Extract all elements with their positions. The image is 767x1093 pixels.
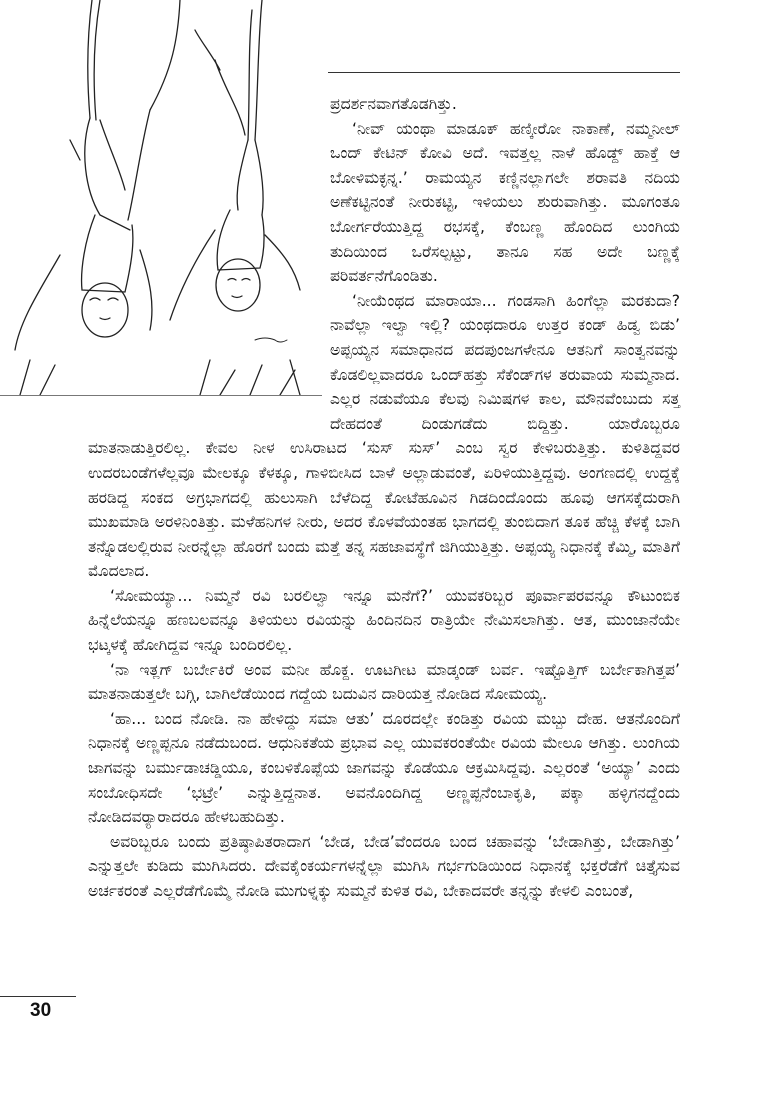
- paragraph: ‘ಹಾ... ಬಂದ ನೋಡಿ. ನಾ ಹೇಳಿದ್ದು ಸಮಾ ಆತು’ ದೂರದಲ್ಲೇ ಕಂಡಿತ್ತು ರವಿಯ ಮಬ್ಬು ದೇಹ. ಆತನೊಂದಿಗೆ ನಿಧಾನಕ್ಕೆ ಅಣ್ಣಪ್ಪನೂ ನಡೆದುಬಂದ. ಆಧುನಿಕತೆಯ ಪ್ರಭಾವ ಎಲ್ಲ ಯುವಕರಂತೆಯೇ ರವಿಯ ಮೇಲೂ ಆಗಿತ್ತು. ಲುಂಗಿಯ ಜಾಗವನ್ನು ಬರ್ಮುಡಾಚಡ್ಡಿಯೂ, ಕಂಬಳಿಕೊಪ್ಪೆಯ ಜಾಗವನ್ನು ಕೊಡೆಯೂ ಆಕ್ರಮಿಸಿದ್ದವು. ಎಲ್ಲರಂತೆ ‘ಅಯ್ಯಾ’ ಎಂದು ಸಂಬೋಧಿಸದೇ ‘ಭಟ್ರೇ’ ಎನ್ನುತ್ತಿದ್ದನಾತ. ಅವನೊಂದಿಗಿದ್ದ ಅಣ್ಣಪ್ಪನೆಂಬಾಕೃತಿ, ಪಕ್ಕಾ ಹಳ್ಳಿಗನದ್ದೆಂದು ನೋಡಿದವರ್‍ಯಾರಾದರೂ ಹೇಳಬಹುದಿತ್ತು.: [88, 709, 680, 827]
- body-text: [88, 92, 680, 904]
- paragraph: ‘ಸೋಮಯ್ಯಾ... ನಿಮ್ಮನೆ ರವಿ ಬರಲಿಲ್ವಾ ಇನ್ನೂ ಮನೆಗೆ?’ ಯುವಕರಿಬ್ಬರ ಪೂರ್ವಾಪರವನ್ನೂ ಕೌಟುಂಬಿಕ ಹಿನ್ನೆಲೆಯನ್ನೂ ಹಣಬಲವನ್ನೂ ತಿಳಿಯಲು ರವಿಯನ್ನು ಹಿಂದಿನದಿನ ರಾತ್ರಿಯೇ ನೇಮಿಸಲಾಗಿತ್ತು. ಆತ, ಮುಂಜಾನೆಯೇ ಭಟ್ಕಳಕ್ಕೆ ಹೋಗಿದ್ದವ ಇನ್ನೂ ಬಂದಿರಲಿಲ್ಲ.: [88, 586, 680, 655]
- paragraph: ‘ನೀವ್ ಯಂಥಾ ಮಾಡೂಕ್ ಹಣ್ಕೀರೋ ನಾಕಾಣೆ, ನಮ್ಮನೀಲ್ ಒಂದ್ ಕೇಟಿನ್ ಕೋವಿ ಅದೆ. ಇವತ್ತಲ್ಲ ನಾಳೆ ಹೊಡ್ದ್ ಹಾಕ್ತೆ ಆ ಬೋಳಿಮಕ್ಳನ್ನ.’ ರಾಮಯ್ಯನ ಕಣ್ಣಿನಲ್ಲಾಗಲೇ ಶರಾವತಿ ನದಿಯ ಅಣೆಕಟ್ಟಿನಂತೆ ನೀರುಕಟ್ಟಿ, ಇಳಿಯಲು ಶುರುವಾಗಿತ್ತು. ಮೂಗಂತೂ ಬೋರ್ಗರೆಯುತ್ತಿದ್ದ ರಭಸಕ್ಕೆ, ಕೆಂಬಣ್ಣ ಹೊಂದಿದ ಲುಂಗಿಯ ತುದಿಯಿಂದ ಒರೆಸಲ್ಪಟ್ಟು, ತಾನೂ ಸಹ ಅದೇ ಬಣ್ಣಕ್ಕೆ ಪರಿವರ್ತನೆಗೊಂಡಿತು.: [330, 119, 680, 286]
- paragraph: ‘ನಾ ಇತ್ಲಗ್ ಬರ್ಬೇಕಿರೆ ಅಂವ ಮನೀ ಹೊಕ್ದ. ಊಟಗೀಟ ಮಾಡ್ಕಂಡ್ ಬರ್ವ. ಇಷ್ಟೊತ್ತಿಗ್ ಬರ್ಬೇಕಾಗಿತ್ತಪ’ ಮಾತನಾಡುತ್ತಲೇ ಬಗ್ಗಿ, ಬಾಗಿಲೆಡೆಯಿಂದ ಗದ್ದೆಯ ಬದುವಿನ ದಾರಿಯತ್ತ ನೋಡಿದ ಸೋಮಯ್ಯ.: [88, 660, 680, 704]
- paragraph: ‘ನೀಯೆಂಥದ ಮಾರಾಯಾ... ಗಂಡಸಾಗಿ ಹಿಂಗೆಲ್ಲಾ ಮರಕುದಾ? ನಾವೆಲ್ಲಾ ಇಲ್ವಾ ಇಲ್ಲಿ? ಯಂಥದಾರೂ ಉತ್ತರ ಕಂಡ್ ಹಿಡ್ವ ಬಿಡು’ ಅಪ್ಪಯ್ಯನ ಸಮಾಧಾನದ ಪದಪುಂಜಗಳೇನೂ ಆತನಿಗೆ ಸಾಂತ್ವನವನ್ನು ಕೊಡಲಿಲ್ಲವಾದರೂ ಒಂದ್‌ಹತ್ತು ಸೆಕೆಂಡ್‌ಗಳ ತರುವಾಯ ಸುಮ್ಮನಾದ. ಎಲ್ಲರ ನಡುವೆಯೂ ಕೆಲವು ನಿಮಿಷಗಳ ಕಾಲ, ಮೌನವೆಂಬುದು ಸತ್ತ ದೇಹದಂತೆ ದಿಂಡುಗಡೆದು ಬಿದ್ದಿತ್ತು. ಯಾರೊಬ್ಬರೂ ಮಾತನಾಡುತ್ತಿರಲಿಲ್ಲ. ಕೇವಲ ನೀಳ ಉಸಿರಾಟದ ‘ಸುಸ್ ಸುಸ್’ ಎಂಬ ಸ್ವರ ಕೇಳಿಬರುತ್ತಿತ್ತು. ಕುಳಿತಿದ್ದವರ ಉದರಬಂಡೆಗಳೆಲ್ಲವೂ ಮೇಲಕ್ಕೂ ಕೆಳಕ್ಕೂ, ಗಾಳಿಬೀಸಿದ ಬಾಳೆ ಅಲ್ಲಾಡುವಂತೆ, ಏರಿಳಿಯುತ್ತಿದ್ದವು. ಅಂಗಣದಲ್ಲಿ ಉದ್ದಕ್ಕೆ ಹರಡಿದ್ದ ಸಂಕದ ಅಗ್ರಭಾಗದಲ್ಲಿ ಹುಲುಸಾಗಿ ಬೆಳೆದಿದ್ದ ಕೋಟೆಹೂವಿನ ಗಿಡದಿಂದೊಂದು ಹೂವು ಆಗಸಕ್ಕೆದುರಾಗಿ ಮುಖಮಾಡಿ ಅರಳಿನಿಂತಿತ್ತು. ಮಳೆಹನಿಗಳ ನೀರು, ಅದರ ಕೊಳವೆಯಂತಹ ಭಾಗದಲ್ಲಿ ತುಂಬಿದಾಗ ತೂಕ ಹೆಚ್ಚಿ ಕೆಳಕ್ಕೆ ಬಾಗಿ ತನ್ನೊಡಲಲ್ಲಿರುವ ನೀರನ್ನೆಲ್ಲಾ ಹೊರಗೆ ಬಂದು ಮತ್ತೆ ತನ್ನ ಸಹಜಾವಸ್ಥೆಗೆ ಜಿಗಿಯುತ್ತಿತ್ತು. ಅಪ್ಪಯ್ಯ ನಿಧಾನಕ್ಕೆ ಕೆಮ್ಮಿ, ಮಾತಿಗೆ ಮೊದಲಾದ.: [88, 291, 680, 581]
- top-divider: [328, 72, 680, 73]
- page-number: 30: [30, 1000, 52, 1021]
- paragraph: ಪ್ರದರ್ಶನವಾಗತೊಡಗಿತ್ತು.: [330, 95, 457, 113]
- paragraph: ಅವರಿಬ್ಬರೂ ಬಂದು ಪ್ರತಿಷ್ಠಾಪಿತರಾದಾಗ ‘ಬೇಡ, ಬೇಡ’ವೆಂದರೂ ಬಂದ ಚಹಾವನ್ನು ‘ಬೇಡಾಗಿತ್ತು, ಬೇಡಾಗಿತ್ತು’ ಎನ್ನುತ್ತಲೇ ಕುಡಿದು ಮುಗಿಸಿದರು. ದೇವಕೈಂಕರ್ಯಗಳನ್ನೆಲ್ಲಾ ಮುಗಿಸಿ ಗರ್ಭಗುಡಿಯಿಂದ ನಿಧಾನಕ್ಕೆ ಭಕ್ತರೆಡೆಗೆ ಚಿತ್ತೈಸುವ ಅರ್ಚಕರಂತೆ ಎಲ್ಲರೆಡೆಗೊಮ್ಮೆ ನೋಡಿ ಮುಗುಳ್ನಕ್ಕು ಸುಮ್ಮನೆ ಕುಳಿತ ರವಿ, ಬೇಕಾದವರೇ ತನ್ನನ್ನು ಕೇಳಲಿ ಎಂಬಂತೆ,: [88, 832, 680, 900]
- page-number-divider: [0, 996, 76, 997]
